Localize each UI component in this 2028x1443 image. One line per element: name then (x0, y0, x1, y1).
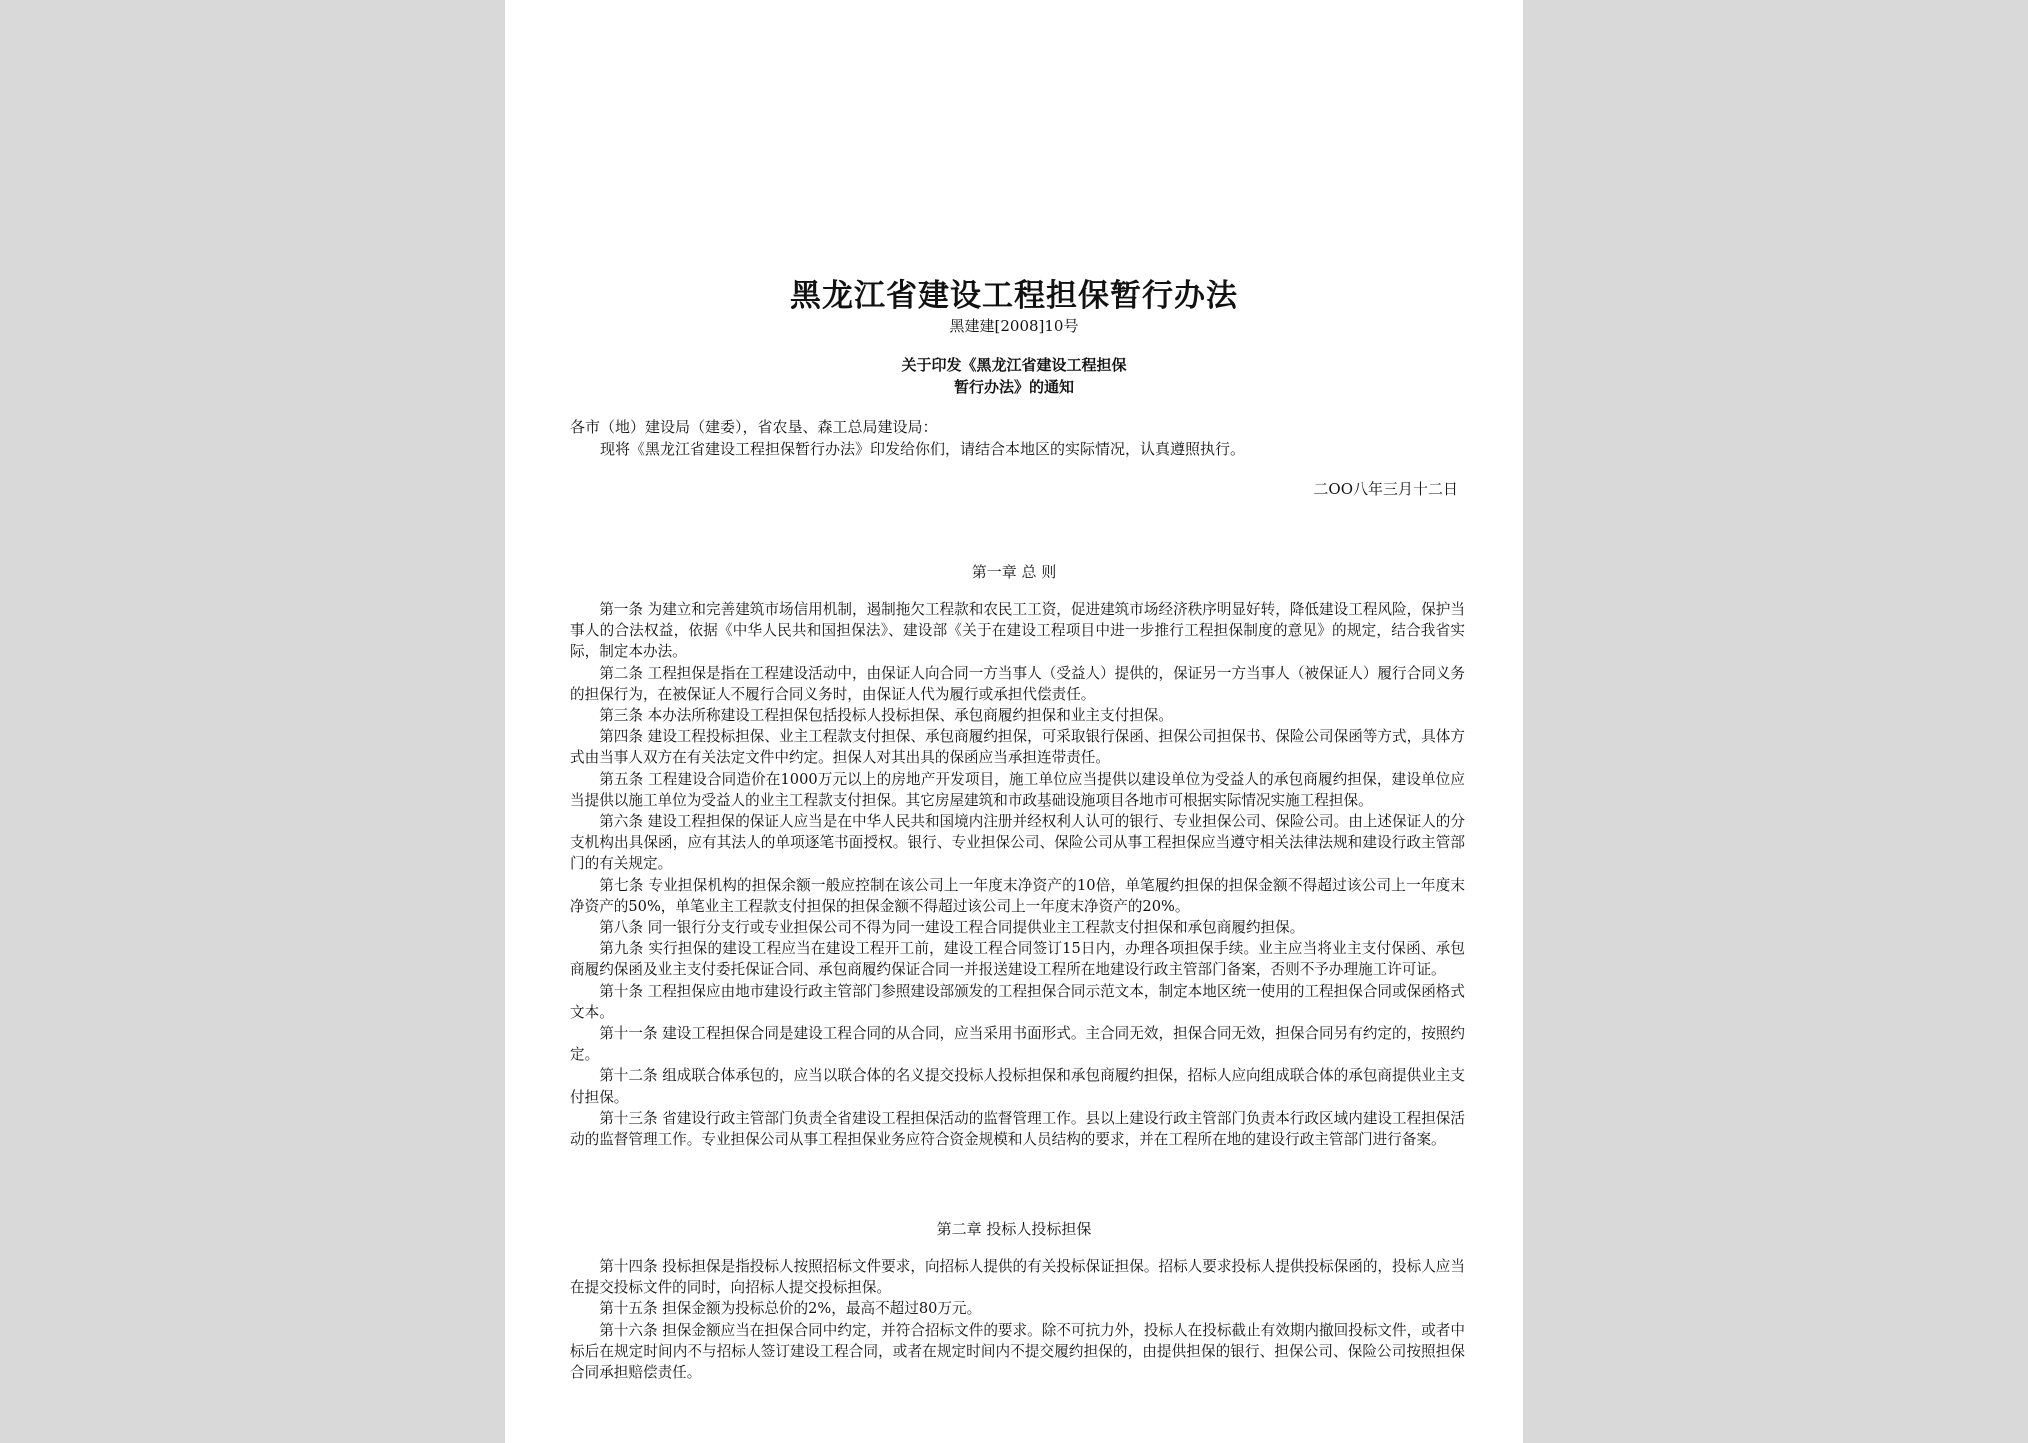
article: 第十五条 担保金额为投标总价的2%，最高不超过80万元。 (599, 1300, 982, 1318)
article: 第一条 为建立和完善建筑市场信用机制，遏制拖欠工程款和农民工工资，促进建筑市场经济秩序明显好转，降低建设工程风险，保护当事人的合法权益，依据《中华人民共和国担保法》、建设部《关于在建设工程项目中进一步推行工程担保制度的意见》的规定，结合我省实际，制定本办法。 (570, 601, 1465, 661)
article: 第九条 实行担保的建设工程应当在建设工程开工前，建设工程合同签订15日内，办理各项担保手续。业主应当将业主支付保函、承包商履约保函及业主支付委托保证合同、承包商履约保证合同一并报送建设工程所在地建设行政主管部门备案，否则不予办理施工许可证。 (570, 940, 1465, 979)
recipients-line: 各市（地）建设局（建委），省农垦、森工总局建设局： (570, 418, 938, 436)
intro-paragraph: 现将《黑龙江省建设工程担保暂行办法》印发给你们，请结合本地区的实际情况，认真遵照执行。 (600, 440, 1246, 458)
article: 第二条 工程担保是指在工程建设活动中，由保证人向合同一方当事人（受益人）提供的，保证另一方当事人（被保证人）履行合同义务的担保行为，在被保证人不履行合同义务时，由保证人代为履行或承担代偿责任。 (570, 664, 1465, 703)
article: 第十三条 省建设行政主管部门负责全省建设工程担保活动的监督管理工作。县以上建设行政主管部门负责本行政区域内建设工程担保活动的监督管理工作。专业担保公司从事工程担保业务应符合资金规模和人员结构的要求，并在工程所在地的建设行政主管部门进行备案。 (570, 1109, 1465, 1149)
article: 第四条 建设工程投标担保、业主工程款支付担保、承包商履约担保，可采取银行保函、担保公司担保书、保险公司保函等方式，具体方式由当事人双方在有关法定文件中约定。担保人对其出具的保函应当承担连带责任。 (570, 728, 1465, 767)
article: 第八条 同一银行分支行或专业担保公司不得为同一建设工程合同提供业主工程款支付担保和承包商履约担保。 (599, 919, 1305, 937)
article: 第十二条 组成联合体承包的，应当以联合体的名义提交投标人投标担保和承包商履约担保，招标人应向组成联合体的承包商提供业主支付担保。 (570, 1067, 1465, 1106)
document-title: 黑龙江省建设工程担保暂行办法 (790, 278, 1238, 314)
article: 第十六条 担保金额应当在担保合同中约定，并符合招标文件的要求。除不可抗力外，投标人在投标截止有效期内撤回投标文件，或者中标后在规定时间内不与招标人签订建设工程合同，或者在规定时间内不提交履约担保的，由提供担保的银行、担保公司、保险公司按照担保合同承担赔偿责任。 (570, 1321, 1465, 1382)
article: 第六条 建设工程担保的保证人应当是在中华人民共和国境内注册并经权利人认可的银行、专业担保公司、保险公司。由上述保证人的分支机构出具保函，应有其法人的单项逐笔书面授权。银行、专业担保公司、保险公司从事工程担保应当遵守相关法律法规和建设行政主管部门的有关规定。 (570, 813, 1465, 873)
chapter-1-title: 第一章 总 则 (971, 563, 1057, 581)
article: 第五条 工程建设合同造价在1000万元以上的房地产开发项目，施工单位应当提供以建设单位为受益人的承包商履约担保，建设单位应当提供以施工单位为受益人的业主工程款支付担保。其它房屋建筑和市政基础设施项目各地市可根据实际情况实施工程担保。 (570, 770, 1465, 809)
article: 第七条 专业担保机构的担保余额一般应控制在该公司上一年度末净资产的10倍，单笔履约担保的担保金额不得超过该公司上一年度末净资产的50%，单笔业主工程款支付担保的担保金额不得超过该公司上一年度末净资产的20%。 (570, 876, 1465, 915)
issue-date: 二OO八年三月十二日 (1313, 480, 1458, 498)
article: 第十一条 建设工程担保合同是建设工程合同的从合同，应当采用书面形式。主合同无效，担保合同无效，担保合同另有约定的，按照约定。 (570, 1025, 1465, 1064)
notice-title-line-2: 暂行办法》的通知 (953, 378, 1074, 396)
addressee-block (570, 416, 1470, 460)
notice-title (560, 354, 1468, 398)
article: 第十条 工程担保应由地市建设行政主管部门参照建设部颁发的工程担保合同示范文本，制定本地区统一使用的工程担保合同或保函格式文本。 (570, 982, 1465, 1021)
chapter-2-body (570, 1256, 1465, 1383)
chapter-1-body (570, 599, 1465, 1150)
notice-title-line-1: 关于印发《黑龙江省建设工程担保 (901, 356, 1127, 374)
article: 第三条 本办法所称建设工程担保包括投标人投标担保、承包商履约担保和业主支付担保。 (599, 707, 1173, 725)
article: 第十四条 投标担保是指投标人按照招标文件要求，向招标人提供的有关投标保证担保。招标人要求投标人提供投标保函的，投标人应当在提交投标文件的同时，向招标人提交投标担保。 (570, 1258, 1465, 1297)
document-number: 黑建建[2008]10号 (949, 317, 1079, 335)
document-page (505, 0, 1523, 1443)
chapter-2-title: 第二章 投标人投标担保 (936, 1220, 1092, 1238)
